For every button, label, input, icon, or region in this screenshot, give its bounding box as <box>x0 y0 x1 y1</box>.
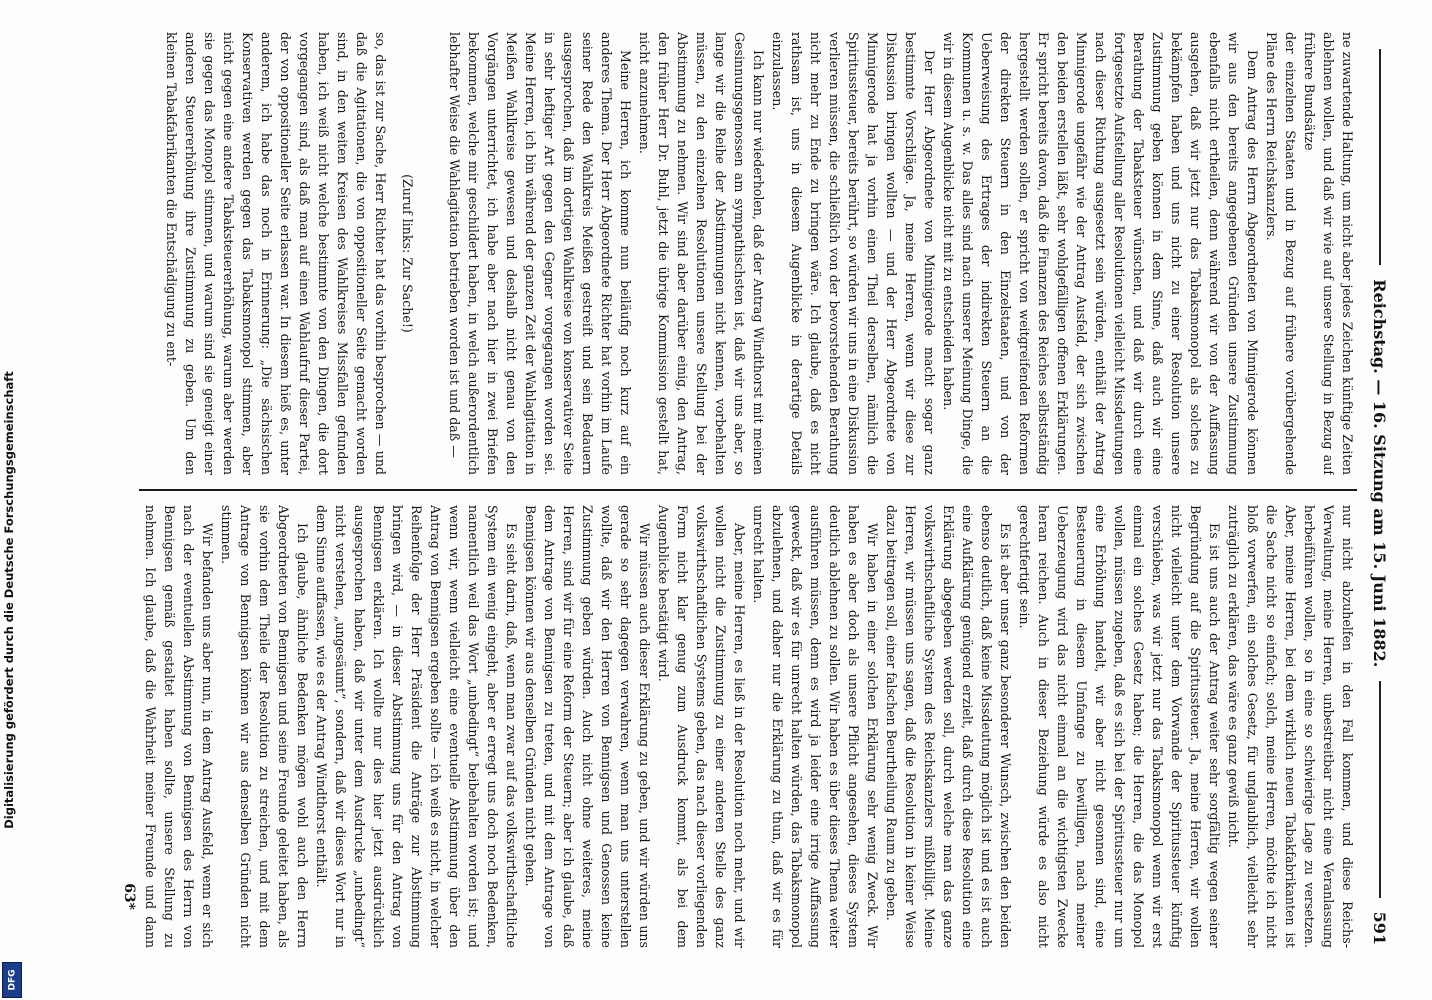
digitization-sidebar <box>0 0 22 1000</box>
left-paragraph: Meine Herren, ich komme nun beiläufig noch kurz auf ein anderes Thema. Der Herr Abgeordnete Richter hat vorhin im Laufe seiner Rede den Wahlkreis Meißen gestreift und sein Bedauern ausgesprochen, daß im dortigen Wahlkreise von konservativer Seite in sehr heftiger Art gegen den Gegner vorgegangen worden sei. Meine Herren, ich bin während der ganzen Zeit der Wahlagitation in Meißen Wahlkreise gewesen und deshalb nicht genau von den Vorgängen unterrichtet, ich habe aber nach hier in zwei Briefen bekommen, welche mir geschildert haben, in welch außerordentlich lebhafter Weise die Wahlagitation betrieben worden ist und daß — <box>447 32 633 475</box>
left-paragraph: so, das ist zur Sache, Herr Richter hat das vorhin besprochen — und daß die Agitationen, die von oppositioneller Seite gemacht worden sind, in den weiten Kreisen des Wahlkreises Missfallen gefunden haben, ich weiß nicht welche bestimmte von den Dingen, die dort vorgegangen sind, als daß man auf einen Wahlaufruf dieser Partei, der von oppositioneller Seite erlassen war. In diesem hieß es, unter anderem, ich habe das noch in Erinnerung: „Die sächsischen Konservativen werden gegen das Tabaksmonopol stimmen, aber nicht gegen eine andere Tabaksteuererhöhung, warum aber werden sie gegen das Monopol stimmen, und warum sind sie geneigt einer anderen Steuererhöhung ihre Zustimmung zu geben. Um den kleinen Tabakfabrikanten die Entschädigung zu ent- <box>164 32 388 475</box>
right-paragraph: Es ist uns auch der Antrag weiter sehr sorgfältig wegen seiner Begründung auf die Spiritussteuer. Ja, meine Herren, wir wollen nicht vielleicht unter dem Vorwande der Spiritussteuer künftig verschieben, was wir jetzt nur das Tabaksmonopol wenn wir erst einmal ein solches Gesetz haben; die Herren, die das Monopol wollen, müssen zugeben, daß es sich bei der Spiritussteuer nur um eine Erhöhung handelt, wir aber nicht gesonnen sind, eine Besteuerung in diesem Umfange zu bewilligen, nach meiner Ueberzeugung wird das nicht einmal an die wichtigsten Zwecke heran reichen. Auch in dieser Beziehung würde es also nicht gerechtfertigt sein. <box>1017 505 1222 948</box>
left-paragraph: ne zuwartende Haltung, um nicht aber jedes Zeichen künftige Zeiten ablehnen wollen, und daß wir wie auf unsere Stellung in Bezug auf frühere Bundsätze <box>1302 32 1355 475</box>
header-rule-right <box>1379 681 1381 897</box>
right-paragraph: Es ist aber unser ganz besonderer Wunsch, zwischen den beiden ebenso deutlich, daß keine Missdeutung möglich ist und es ist auch eine Aufklärung genügend erzielt, daß durch diese Resolution eine Erklärung abgegeben werden soll, durch welche man das ganze volkswirthschaftliche System des Reichskanzlers mißbilligt. Meine Herren, wir müssen uns sagen, daß die Resolution in keiner Weise dazu beitragen soll, einer falschen Beurtheilung Raum zu geben. <box>884 505 1013 948</box>
right-paragraph: Wir müssen auch dieser Erklärung zu geben, und wir würden uns gerade so sehr dagegen verwahren, wenn man uns unterstellen wollte, daß wir den Herren von Bennigsen und Genossen keine Zustimmung geben würden. Auch nicht ohne weiteres, meine Herren, sind wir für eine Reform der Steuern; aber ich glaube, daß dem Antrage von Bennigsen zu treten, und mit dem Antrage von Bennigsen können wir aus denselben Gründen nicht gehen. <box>523 505 652 948</box>
interjection: (Zuruf links: Zur Sache!) <box>400 174 415 333</box>
page-header <box>1367 35 1393 945</box>
right-paragraph: Es sieht darin, daß, wenn man zwar auf das volkswirthschaftliche System ein wenig eingeht, aber er erregt uns doch noch Bedenken, namentlich weil das Wort „unbedingt“ beibehalten worden ist; und wenn wir, wenn vielleicht eine eventuelle Abstimmung über den Antrag von Bennigsen ergeben sollte — ich weiß es nicht, in welcher Reihenfolge der Herr Präsident die Anträge zur Abstimmung bringen wird, — in dieser Abstimmung uns für den Antrag von Bennigsen erklären. Ich wollte nur dies hier jetzt ausdrücklich ausgesprochen haben, daß wir unter dem Ausdrucke „unbedingt“ nicht verstehen, „ungesäumt“, sondern, daß wir dieses Wort nur in dem Sinne auffassen, wie es der Antrag Windthorst enthält. <box>314 505 519 948</box>
column-divider <box>139 489 1357 491</box>
text-columns <box>139 32 1357 948</box>
page-number: 591 <box>1370 911 1390 945</box>
page-title: Reichstag. — 16. Sitzung am 15. Juni 1882. <box>1370 279 1390 668</box>
dfg-logo-label: DFG <box>7 969 18 991</box>
right-paragraph: nur nicht abzuhelfen in den Fall kommen, und diese Reichs-Verwaltung, meine Herren, unbestreitbar nicht eine Veranlassung herbeiführen wollen, so in eine so schwierige Lage zu versetzen. Aber, meine Herren, bei dem wirklich neuen Tabakfabrikanten ist die Sache nicht so einfach; solch, meine Herren, möchte ich nicht bloß vorwerfen, ein solches Gesetz, für unglaublich, vielleicht sehr zuträglich zu erklären, das wäre es ganz gewiß nicht. <box>1226 505 1355 948</box>
left-paragraph: der einzelnen Staaten und in Bezug auf frühere vorübergehende Pläne des Herrn Reichskanzlers. <box>1264 32 1298 475</box>
digitization-credit: Digitalisierung gefördert durch die Deutsche Forschungsgemeinschaft <box>2 371 16 829</box>
signature-mark: 63* <box>121 883 137 910</box>
left-paragraph: Der Herr Abgeordnete von Minnigerode macht sogar ganz bestimmte Vorschläge. Ja, meine Herren, wenn wir diese zur Diskussion bringen wollten — und der Herr Abgeordnete von Minnigerode hat ja vorhin einen Theil derselben, nämlich die Spiritussteuer, bereits berührt, so würden wir uns in eine Diskussion verlieren müssen, die schließlich von der bevorstehenden Berathung nicht mehr zu Ende zu bringen wäre. Ich glaube, daß es nicht rathsam ist, uns in diesem Augenblicke in derartige Details einzulassen. <box>770 32 937 475</box>
dfg-logo-icon <box>2 962 22 998</box>
right-paragraph: Wir befanden uns aber nun, in dem Antrag Ausfeld, wenn er sich nach der eventuellen Abstimmung von Bennigsen des Herrn von Bennigsen gemäß gestaltet haben sollte, unsere Stellung zu nehmen. Ich glaube, daß die Wahrheit meiner Freunde und dann <box>143 505 215 948</box>
header-rule-left <box>1379 49 1381 265</box>
rotated-page-content <box>115 10 1405 970</box>
right-paragraph: Aber, meine Herren, es ließ in der Resolution noch mehr, und wir wollen nicht die Zustimmung zu einer anderen Stelle des ganz volkswirthschaftlichen Systems geben, das nach dieser vorliegenden Form nicht klar genug zum Ausdruck kommt, als bei dem Augenblicke bestätigt wird. <box>656 505 747 948</box>
left-paragraph: Ich kann nur wiederholen, daß der Antrag Windthorst mit meinen Gesinnungsgenossen am sympathischsten ist, daß wir uns aber, so lange wir die Reihe der Abstimmungen nicht kennen, vorbehalten müssen, zu den einzelnen Resolutionen unsere Stellung bei der Abstimmung zu nehmen. Wir sind aber darüber einig, den Antrag, den früher Herr Dr. Buhl, jetzt die übrige Kommission gestellt hat, nicht anzunehmen. <box>637 32 766 475</box>
right-column <box>139 505 1357 948</box>
right-paragraph: Ich glaube, ähnliche Bedenken mögen wohl auch den Herrn Abgeordneten von Bennigsen und seine Freunde geleitet haben, als sie vorhin dem Theile der Resolution zu streichen, und mit dem Antrage von Bennigsen können wir aus denselben Gründen nicht stimmen. <box>219 505 310 948</box>
left-paragraph: Dem Antrag des Herrn Abgeordneten von Minnigerode können wir aus den bereits angegebenen Gründen unsere Zustimmung ebenfalls nicht ertheilen, denn während wir von der Auffassung ausgehen, daß wir jetzt nur das Tabaksmonopol als solches zu bekämpfen haben und uns nicht zu einer Resolution unsere Zustimmung geben können in dem Sinne, daß auch wir eine Berathung der Tabaksteuer wünschen, und daß wir durch eine fortgesetzte Aufstellung aller Resolutionen vielleicht Missdeutungen nach dieser Richtung ausgesetzt sein würden, enthält der Antrag Minnigerode ungefähr wie der Antrag Ausfeld, der sich zwischen den beiden erstellen läßt, sehr wohlgefälligen offenen Erklärungen. Er spricht bereits davon, daß die Finanzen des Reiches selbstständig hergestellt werden sollen, er spricht von weitgreifenden Reformen der direkten Steuern in den Einzelstaaten, und von der Ueberweisung des Ertrages der indirekten Steuern an die Kommunen u. s. w. Das alles sind nach unserer Meinung Dinge, die wir in diesem Augenblicke nicht mit zu entscheiden haben. <box>941 32 1260 475</box>
right-paragraph: Wir haben in einer solchen Erklärung sehr wenig Zweck. Wir haben es aber doch als unsere Pflicht angesehen, dieses System deutlich ablehnen zu sollen. Wir haben es über dieses Thema weiter ausführen müssen, denn es wird ja leider eine irrige Auffassung geweckt, daß wir es für unrecht halten würden, das Tabaksmonopol abzulehnen, und daher nur die Erklärung zu thun, daß wir es für unrecht halten. <box>751 505 880 948</box>
left-column <box>139 32 1357 475</box>
